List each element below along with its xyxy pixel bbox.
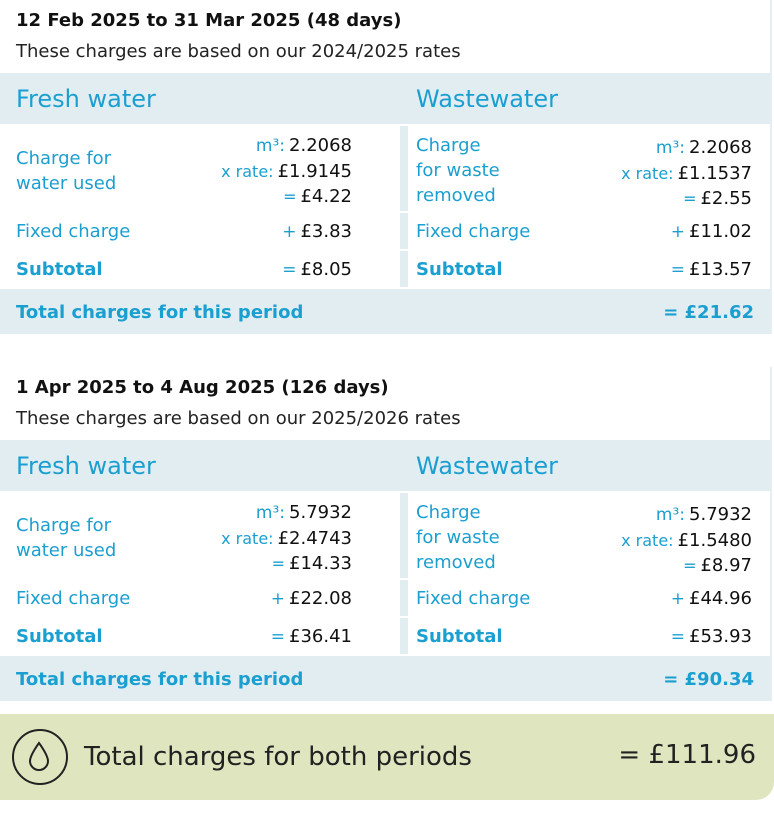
amount: £53.93 [689,626,752,647]
usage-charge-row [0,493,770,578]
waste-subtotal-value [671,259,752,280]
billing-period-2 [0,367,772,701]
waste-fixed-label: Fixed charge [416,588,531,609]
fresh-charge-label [16,513,116,563]
fresh-water-heading: Fresh water [16,452,156,480]
grand-total-banner [0,714,774,800]
fresh-usage-calculation [221,133,352,209]
equals-sign: = [670,260,686,280]
fresh-fixed-value [271,588,352,609]
subtotal-row [0,251,770,287]
fresh-fixed-label: Fixed charge [16,588,131,609]
fresh-subtotal-value [271,626,352,647]
period-total-label: Total charges for this period [16,302,304,323]
label-line: water used [16,540,117,561]
usage-amount: £8.97 [700,555,752,576]
fresh-subtotal-value [282,259,352,280]
label-line: Charge for [16,515,112,536]
label-line: for waste [416,160,500,181]
section-header-row [0,440,770,491]
label-line: water used [16,173,117,194]
period-total-value: = £90.34 [663,669,754,690]
usage-amount: £14.33 [289,553,352,574]
fresh-fixed-value [282,221,352,242]
fresh-fixed-label: Fixed charge [16,221,131,242]
waste-usage-calculation [621,135,752,211]
wastewater-heading: Wastewater [416,85,558,113]
period-total-row [0,656,770,701]
usage-amount: £2.55 [700,188,752,209]
billing-period-1 [0,0,772,334]
fixed-charge-row [0,580,770,616]
waste-fixed-value [671,221,752,242]
grand-total-label: Total charges for both periods [84,742,472,772]
m3-value: 5.7932 [689,504,752,525]
column-divider [400,251,408,287]
m3-label: m³: [655,138,686,158]
waste-charge-label [416,500,500,575]
amount: £22.08 [289,588,352,609]
rate-value: £1.1537 [677,163,752,184]
waste-subtotal-value [671,626,752,647]
wastewater-heading: Wastewater [416,452,558,480]
equals-sign: = [271,554,286,573]
column-divider [400,126,408,211]
water-drop-icon [12,729,68,785]
period-title: 1 Apr 2025 to 4 Aug 2025 (126 days) [16,377,389,398]
fresh-subtotal-label: Subtotal [16,259,103,280]
label-line: removed [416,552,496,573]
plus-sign: + [670,222,686,242]
rate-label: x rate: [221,162,274,181]
fixed-charge-row [0,213,770,249]
column-divider [400,618,408,654]
period-total-row [0,289,770,334]
plus-sign: + [282,222,297,242]
amount: £44.96 [689,588,752,609]
column-divider [400,580,408,616]
equals-sign: = [283,187,297,206]
m3-label: m³: [255,503,286,523]
waste-subtotal-label: Subtotal [416,259,503,280]
usage-charge-row [0,126,770,211]
label-line: Charge [416,135,481,156]
period-total-value: = £21.62 [663,302,754,323]
waste-fixed-label: Fixed charge [416,221,531,242]
m3-value: 2.2068 [689,137,752,158]
m3-value: 5.7932 [289,502,352,523]
label-line: Charge for [16,148,112,169]
rate-label: x rate: [621,164,674,183]
fresh-charge-label [16,146,116,196]
label-line: Charge [416,502,481,523]
rate-value: £1.9145 [277,161,352,182]
plus-sign: + [670,589,686,609]
grand-total-value: = £111.96 [618,740,756,770]
rate-value: £1.5480 [677,530,752,551]
period-rates-note: These charges are based on our 2025/2026 rates [16,408,461,429]
amount: £8.05 [300,259,352,280]
rate-label: x rate: [221,529,274,548]
water-drop-glyph [27,741,51,771]
m3-label: m³: [655,505,686,525]
period-rates-note: These charges are based on our 2024/2025 rates [16,41,461,62]
usage-amount: £4.22 [300,186,352,207]
waste-charge-label [416,133,500,208]
m3-label: m³: [255,136,286,156]
label-line: for waste [416,527,500,548]
period-total-label: Total charges for this period [16,669,304,690]
section-header-row [0,73,770,124]
label-line: removed [416,185,496,206]
plus-sign: + [270,589,286,609]
equals-sign: = [670,627,686,647]
amount: £3.83 [300,221,352,242]
equals-sign: = [683,556,697,575]
rate-value: £2.4743 [277,528,352,549]
equals-sign: = [282,260,297,280]
equals-sign: = [270,627,286,647]
waste-fixed-value [671,588,752,609]
amount: £11.02 [689,221,752,242]
amount: £13.57 [689,259,752,280]
fresh-usage-calculation [221,500,352,576]
subtotal-row [0,618,770,654]
rate-label: x rate: [621,531,674,550]
waste-subtotal-label: Subtotal [416,626,503,647]
m3-value: 2.2068 [289,135,352,156]
fresh-water-heading: Fresh water [16,85,156,113]
waste-usage-calculation [621,502,752,578]
fresh-subtotal-label: Subtotal [16,626,103,647]
equals-sign: = [683,189,697,208]
column-divider [400,213,408,249]
amount: £36.41 [289,626,352,647]
column-divider [400,493,408,578]
period-title: 12 Feb 2025 to 31 Mar 2025 (48 days) [16,10,402,31]
